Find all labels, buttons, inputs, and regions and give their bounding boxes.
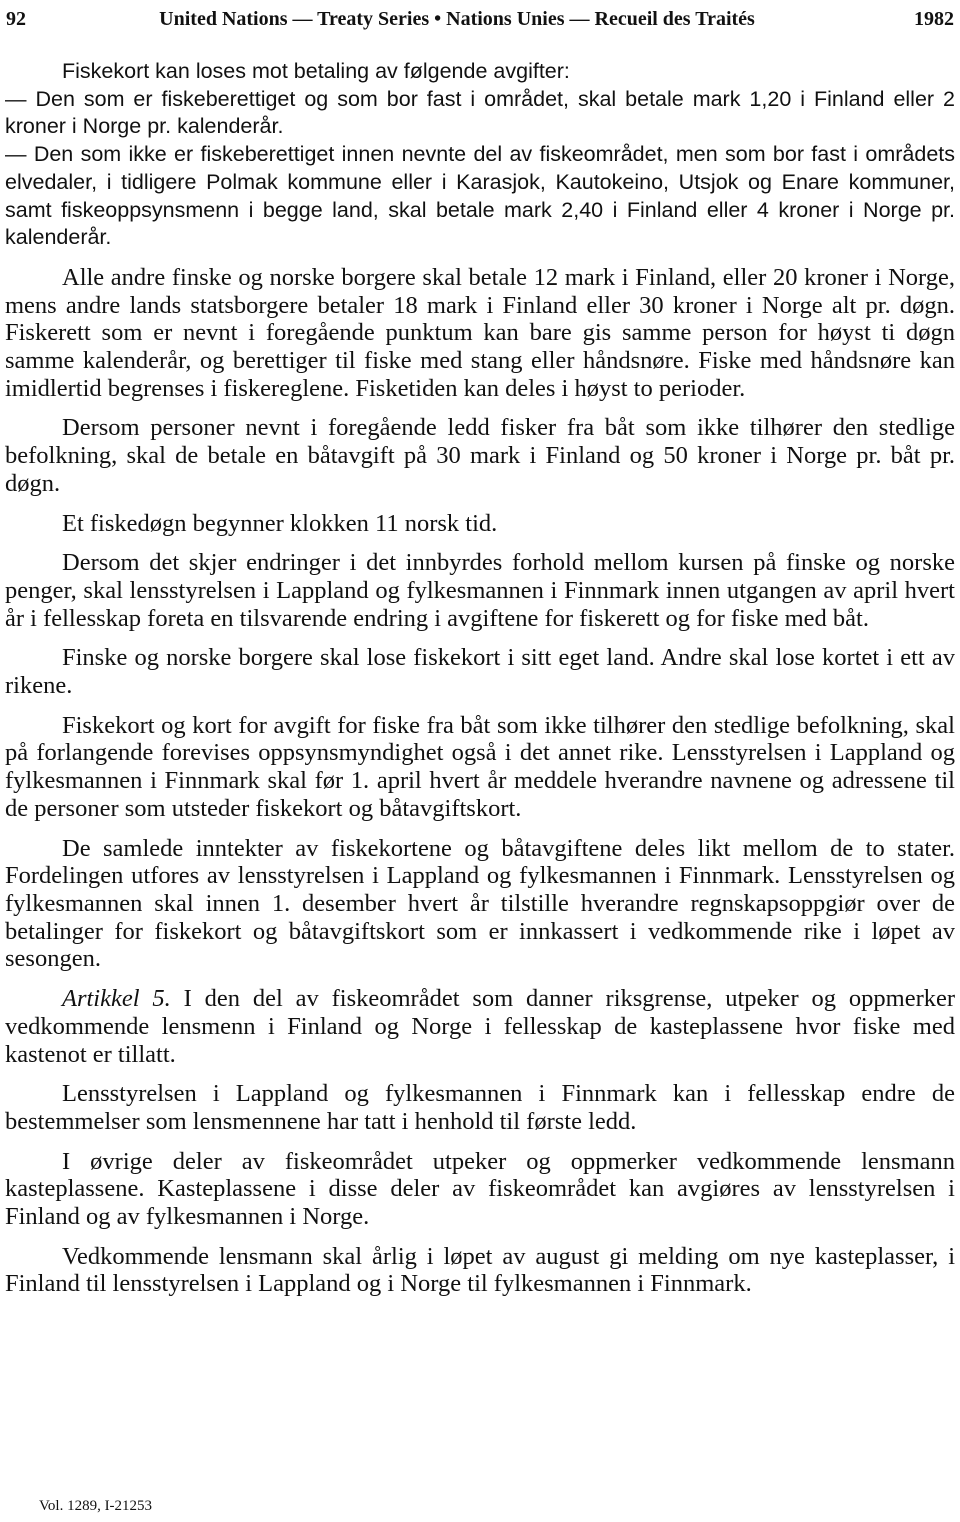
paragraph-text: — Den som er fiskeberettiget og som bor fast i området, skal betale mark 1,20 i Finland eller 2 kroner i Norge pr. kalenderår. (5, 86, 955, 139)
paragraph-text: Dersom personer nevnt i foregående ledd fisker fra båt som ikke tilhører den stedlige befolkning, skal de betale en båtavgift på 30 mark i Finland og 50 kroner i Norge pr. båt pr. døgn. (5, 414, 955, 497)
paragraph-text: Finske og norske borgere skal lose fiskekort i sitt eget land. Andre skal lose kortet i ett av rikene. (5, 644, 955, 700)
paragraph-text: Et fiskedøgn begynner klokken 11 norsk tid. (62, 509, 498, 537)
paragraph-text: Dersom det skjer endringer i det innbyrdes forhold mellom kursen på finske og norske penger, skal lensstyrelsen i Lappland og fylkesmannen i Finnmark innen utgangen av april hvert år i fellesskap foreta en tilsvarende endring i avgiftene for fiskerett og for fiske med båt. (5, 549, 955, 632)
paragraph-text: Fiskekort kan loses mot betaling av følgende avgifter: (62, 59, 570, 83)
paragraph (5, 549, 955, 632)
running-header (6, 8, 954, 36)
paragraph (5, 712, 955, 823)
paragraph (5, 835, 955, 974)
paragraph (5, 58, 955, 86)
paragraph (5, 1243, 955, 1298)
volume-reference: Vol. 1289, I-21253 (39, 1498, 153, 1514)
paragraph-text: Fiskekort og kort for avgift for fiske fra båt som ikke tilhører den stedlige befolkning, skal på forlangende forevises oppsynsmyndighet også i det annet rike. Lensstyrelsen i Lappland og fylkesmannen i Finnmark skal før 1. april hvert år meddele hverandre navnene og adressene til de personer som utsteder fiskekort og båtavgiftskort. (5, 711, 955, 822)
paragraph (5, 510, 955, 538)
article-label: Artikkel 5. (62, 985, 171, 1013)
paragraph (5, 644, 955, 699)
paragraph-text: De samlede inntekter av fiskekortene og båtavgiftene deles likt mellom de to stater. Fordelingen utfores av lensstyrelsen i Lappland og fylkesmannen i Finnmark. Lensstyrelsen og fylkesmannen skal innen 1. desember hvert år tilstille hverandre regnskapsoppgiør over de betalinger for fiskekort og båtavgiftskort som er innkassert i vedkommende rike i løpet av sesongen. (5, 834, 955, 973)
publication-year: 1982 (914, 8, 954, 30)
page-number: 92 (6, 8, 26, 30)
paragraph (5, 1148, 955, 1231)
paragraph (5, 141, 955, 252)
paragraph (5, 1080, 955, 1135)
document-body (5, 58, 955, 1310)
paragraph-text: I den del av fiskeområdet som danner riksgrense, utpeker og oppmerker vedkommende lensmenn i Finland og Norge i fellesskap de kasteplassene hvor fiske med kastenot er tillatt. (5, 985, 956, 1068)
paragraph-text: I øvrige deler av fiskeområdet utpeker og oppmerker vedkommende lensmann kasteplassene. Kasteplassene i disse deler av fiskeområdet kan avgiøres av lensstyrelsen i Finland og av fylkesmannen i Norge. (5, 1147, 955, 1231)
paragraph (5, 985, 955, 1068)
paragraph (5, 264, 955, 403)
paragraph-text: Vedkommende lensmann skal årlig i løpet av august gi melding om nye kasteplasser, i Finland til lensstyrelsen i Lappland og i Norge til fylkesmannen i Finnmark. (5, 1242, 955, 1298)
paragraph (5, 414, 955, 497)
paragraph (5, 86, 955, 141)
paragraph-text: — Den som ikke er fiskeberettiget innen nevnte del av fiskeområdet, men som bor fast i områdets elvedaler, i tidligere Polmak kommune eller i Karasjok, Kautokeino, Utsjok og Enare kommuner, samt fiskeoppsynsmenn i begge land, skal betale mark 2,40 i Finland eller 4 kroner i Norge pr. kalenderår. (5, 142, 955, 250)
paragraph-text: Alle andre finske og norske borgere skal betale 12 mark i Finland, eller 20 kroner i Norge, mens andre lands statsborgere betaler 18 mark i Finland eller 30 kroner i Norge alt pr. døgn. Fiskerett som er nevnt i foregående punktum kan bare gis samme person for høyst ti døgn samme kalenderår, og berettiger til fiske med stang eller håndsnøre. Fiske med håndsnøre kan imidlertid begrenses i fiskereglene. Fisketiden kan deles i høyst to perioder. (5, 263, 955, 402)
paragraph-text: Lensstyrelsen i Lappland og fylkesmannen i Finnmark kan i fellesskap endre de bestemmelser som lensmennene har tatt i henhold til første ledd. (5, 1080, 955, 1135)
series-title: United Nations — Treaty Series • Nations Unies — Recueil des Traités (159, 8, 755, 30)
